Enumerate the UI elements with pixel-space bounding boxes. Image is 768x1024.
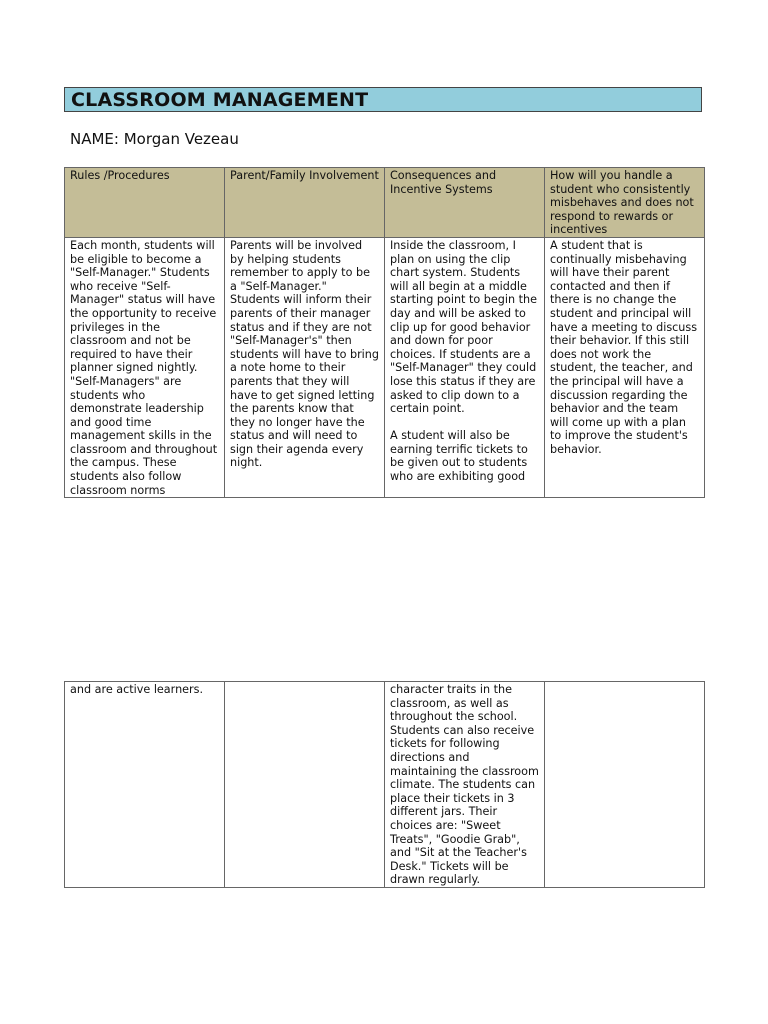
- rules-text: Each month, students will be eligible to become a "Self-Manager." Students who receive "Self-Manager" status will have the opportunity to receive privileges in the classroom and not be required to have their planner signed nightly. "Self-Managers" are students who demonstrate leadership and good time management skills in the classroom and throughout the campus. These students also follow classroom norms: [70, 238, 218, 497]
- classroom-management-table-continued: [64, 681, 705, 888]
- title-banner: [64, 87, 702, 112]
- header-consequences: Consequences and Incentive Systems: [385, 168, 545, 238]
- table-header-row: [65, 168, 705, 238]
- table-row: [65, 682, 705, 888]
- student-name: NAME: Morgan Vezeau: [70, 130, 239, 148]
- header-parent-involvement: Parent/Family Involvement: [225, 168, 385, 238]
- header-misbehavior: How will you handle a student who consistently misbehaves and does not respond to rewards or incentives: [545, 168, 705, 238]
- header-rules: Rules /Procedures: [65, 168, 225, 238]
- cell-misbehavior-continued: [545, 682, 705, 888]
- cell-consequences-continued: character traits in the classroom, as well as throughout the school. Students can also receive tickets for following directions and maintaining the classroom climate. The students can place their tickets in 3 different jars. Their choices are: "Sweet Treats", "Goodie Grab", and "Sit at the Teacher's Desk." Tickets will be drawn regularly.: [385, 682, 545, 888]
- cell-rules-continued: and are active learners.: [65, 682, 225, 888]
- classroom-management-table: [64, 167, 705, 498]
- consequences-text-1: Inside the classroom, I plan on using the clip chart system. Students will all begin at a middle starting point to begin the day and will be asked to clip up for good behavior and down for poor choices. If students are a "Self-Manager" they could lose this status if they are asked to clip down to a certain point.: [390, 238, 537, 416]
- cell-parent-involvement: [225, 237, 385, 497]
- cell-parent-continued: [225, 682, 385, 888]
- misbehavior-text: A student that is continually misbehaving will have their parent contacted and then if there is no change the student and principal will have a meeting to discuss their behavior. If this still does not work the student, the teacher, and the principal will have a discussion regarding the behavior and the team will come up with a plan to improve the student's behavior.: [550, 238, 698, 456]
- cell-rules: [65, 237, 225, 497]
- document-title: CLASSROOM MANAGEMENT: [71, 89, 369, 111]
- consequences-text-2: A student will also be earning terrific tickets to be given out to students who are exhibiting good: [390, 429, 528, 484]
- table-row: [65, 237, 705, 497]
- cell-consequences: [385, 237, 545, 497]
- cell-misbehavior: [545, 237, 705, 497]
- parent-text: Parents will be involved by helping students remember to apply to be a "Self-Manager." Students will inform their parents of their manager status and if they are not "Self-Manager's" then students will have to bring a note home to their parents that they will have to get signed letting the parents know that they no longer have the status and will need to sign their agenda every night.: [230, 238, 379, 470]
